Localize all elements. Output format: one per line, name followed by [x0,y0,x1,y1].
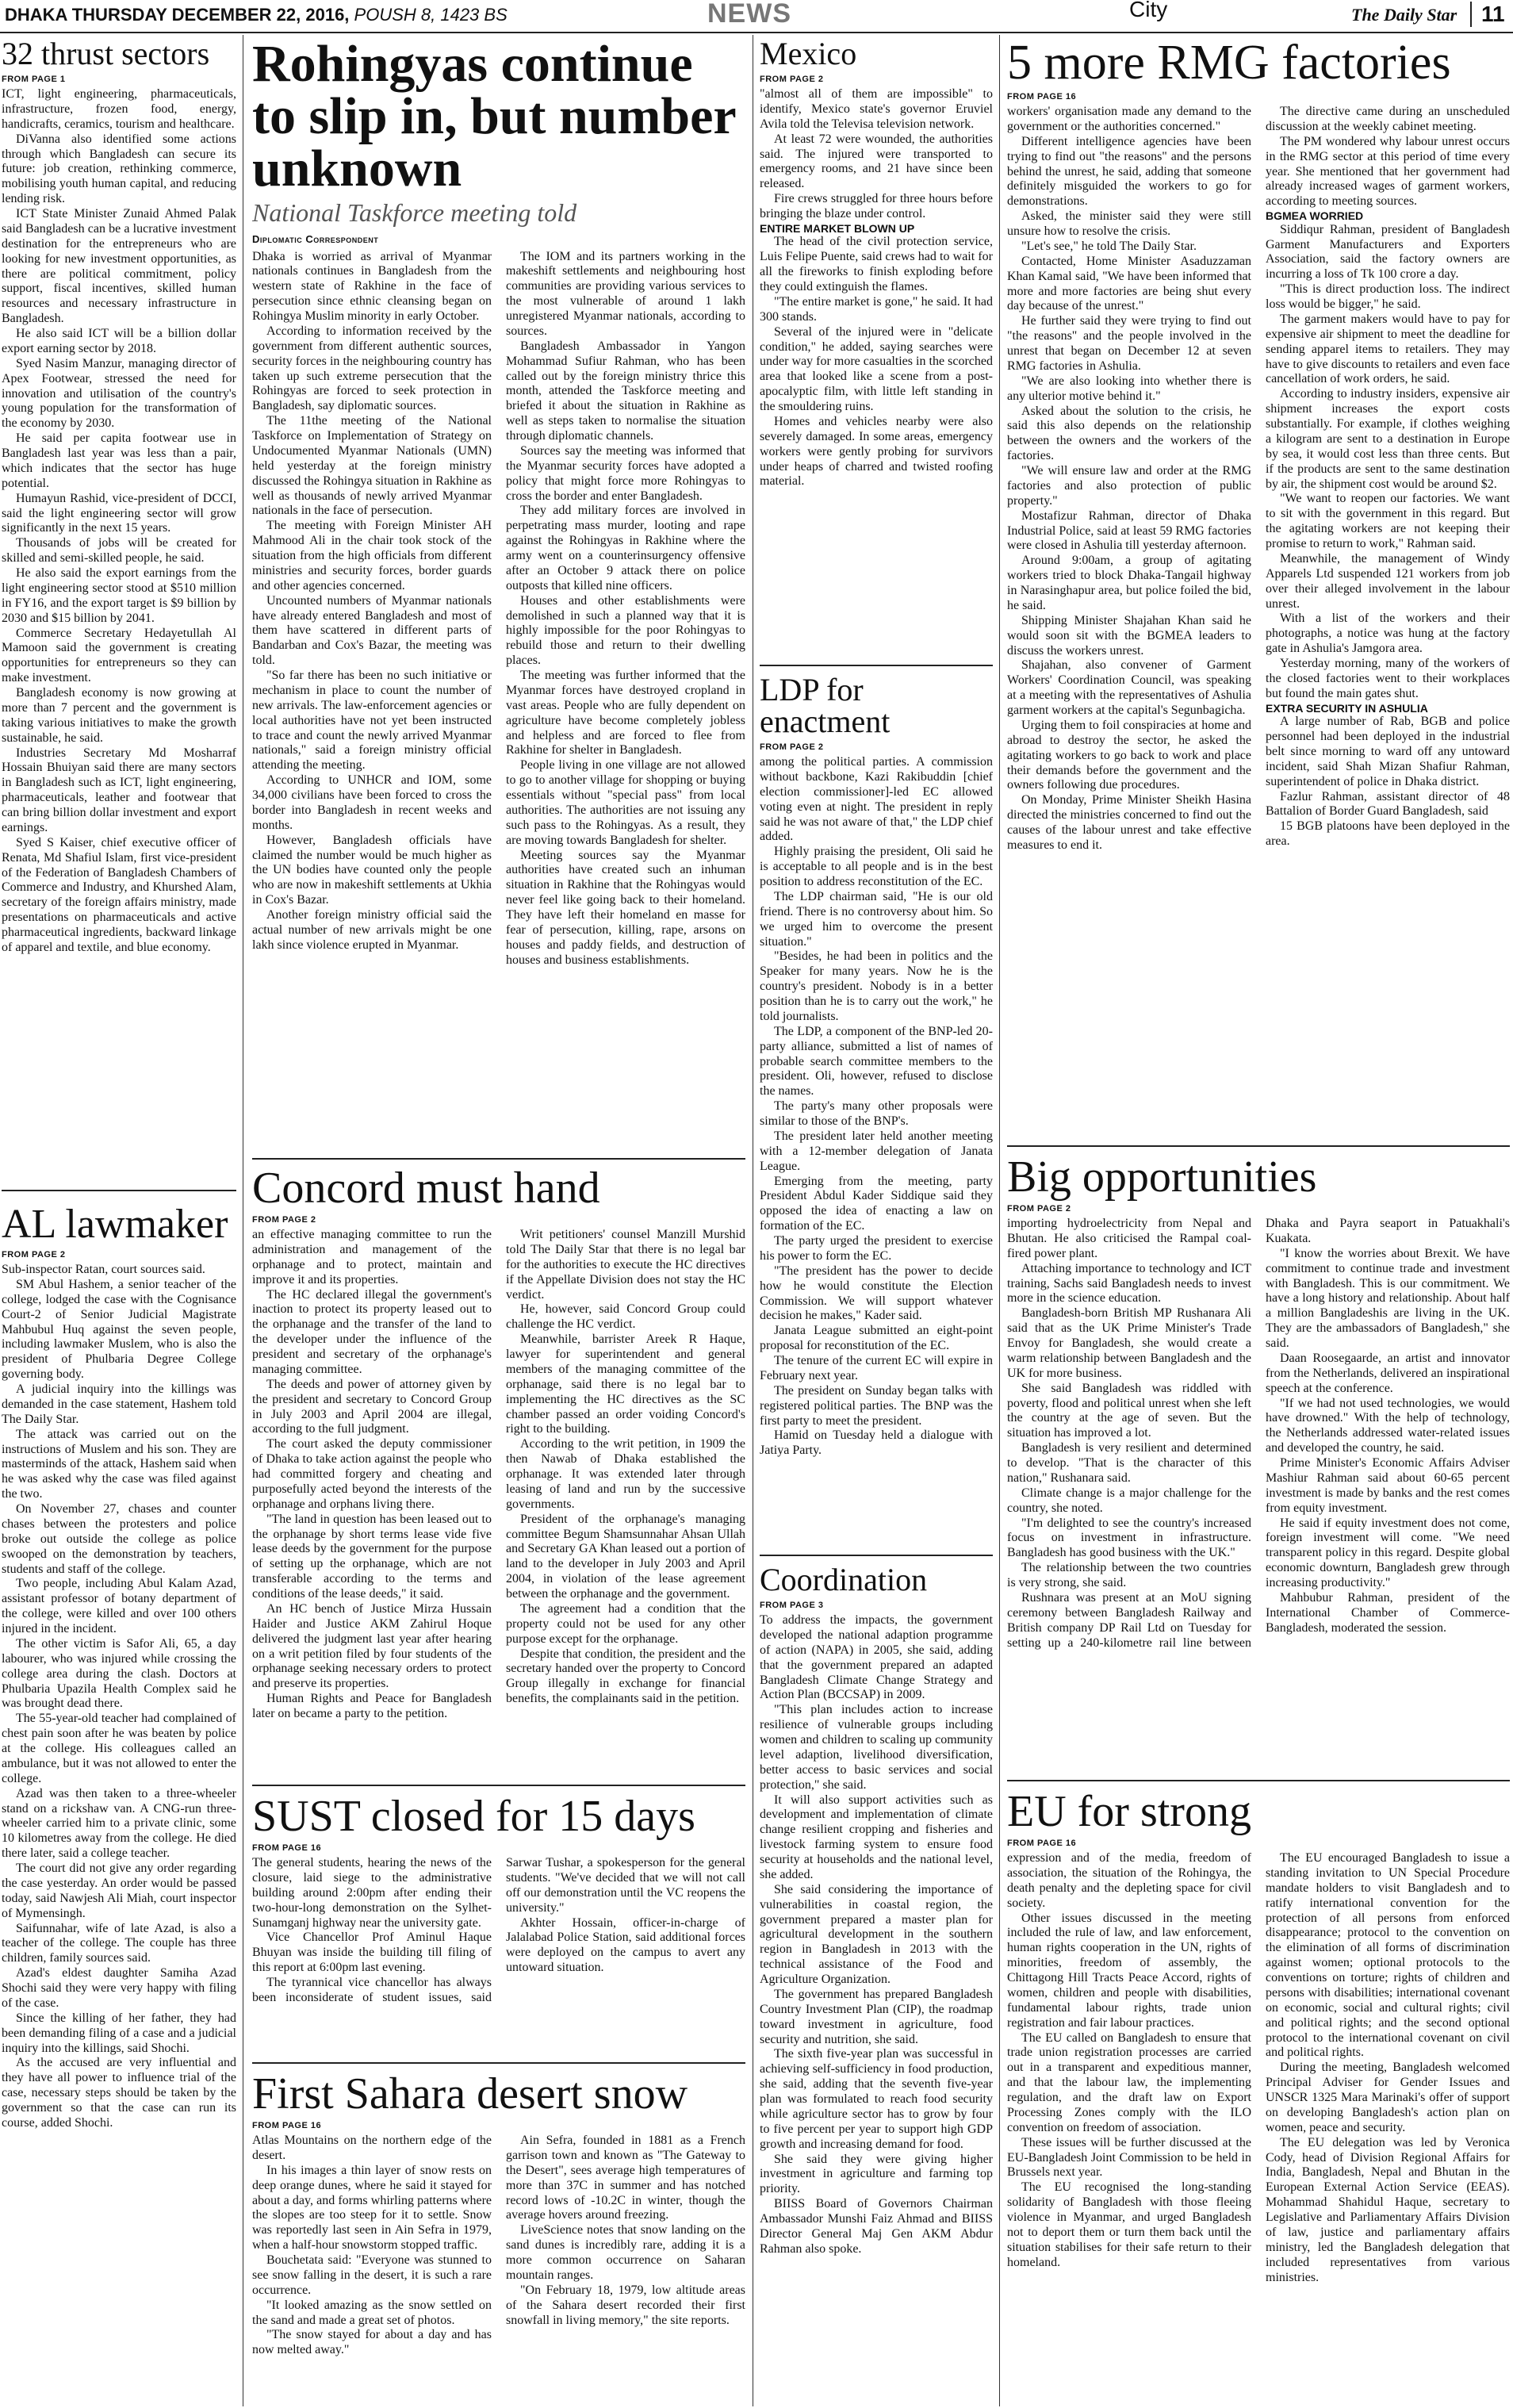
paragraph: Homes and vehicles nearby were also severely damaged. In some areas, emergency workers were gently probing for survivors under heaps of charred and twisted roofing material. [760,414,993,489]
paragraph: During the meeting, Bangladesh welcomed Principal Adviser for Gender Issues and UNSCR 1325 Mara Marinaki's offer of support on developing Bangladesh's action plan on women, peace and security. [1266,2061,1510,2134]
paragraph: Despite that condition, the president and the secretary handed over the property to Concord Group illegally in exchange for financial benefits, the complainants said in the petition. [506,1647,745,1706]
paragraph: Vice Chancellor Prof Aminul Haque Bhuyan was inside the building till filing of this report at 6:00pm last evening. [252,1931,492,1975]
headline: 32 thrust sectors [2,38,210,71]
paragraph: The tyrannical vice chancellor has always been inconsiderate of student issues, said Sarwar Tushar, a spokesperson for the general students. "We've decided that we will not call off our demonstration until the VC reopens the university." [252,1856,745,2004]
paragraph: ICT State Minister Zunaid Ahmed Palak said Bangladesh can be a lucrative investment destination for the entrepreneurs who are looking for new investment opportunities, as there are political commitment, policy support, fiscal incentives, skilled human resources and necessary infrastructure in Bangladesh. [2,207,236,326]
paragraph: Two people, including Abul Kalam Azad, assistant professor of botany department of the college, were killed and over 100 others injured in the incident. [2,1577,236,1635]
paragraph: Sub-inspector Ratan, court sources said. [2,1263,205,1276]
paragraph: Azad's eldest daughter Samiha Azad Shochi said they were very happy with filing of the case. [2,1966,236,2010]
paragraph: Azad was then taken to a three-wheeler stand on a rickshaw van. A CNG-run three-wheeler carried him to a private clinic, some 10 kilometres away from the college. He died there later, said a college teacher. [2,1786,236,1861]
paragraph: Rushnara was present at an MoU signing ceremony between Bangladesh Railway and British company DP Rail Ltd on Tuesday for setting up a 240-kilometre rail line between Dhaka and Payra seaport in Patuakhali's Kuakata. [1007,1217,1510,1650]
jump-label: FROM PAGE 1 [2,75,66,84]
paragraph: The 55-year-old teacher had complained of chest pain soon after he was beaten by police at the college. His colleagues called an ambulance, but it was not allowed to enter the college. [2,1712,236,1785]
paragraph: According to information received by the government from different authentic sources, security forces in the neighbouring country has taken up such extreme persecution that the Rohingyas are forced to seek protection in Bangladesh, say diplomatic sources. [252,324,492,413]
jump-label: FROM PAGE 16 [1007,92,1077,102]
paragraph: Fire crews struggled for three hours before bringing the blaze under control. [760,192,993,220]
paragraph: On November 27, chases and counter chases between the protesters and police broke out outside the college as police swooped on the demonstration by teachers, students and staff of the college. [2,1502,236,1576]
paragraph: Climate change is a major challenge for the country, she noted. [1007,1486,1251,1515]
article-body [760,1613,993,2257]
paragraph: The PM wondered why labour unrest occurs in the RMG sector at this period of time every year. She mentioned that her government had already increased wages of garment workers, according to meeting sources. [1266,134,1510,209]
paragraph: SM Abul Hashem, a senior teacher of the college, lodged the case with the Cognisance Court-2 of Senior Judicial Magistrate Mahbubul Huq against the seven people, including lawmaker Muslem, who is also the president of Phulbaria Degree College governing body. [2,1277,236,1382]
paragraph: Attaching importance to technology and ICT training, Sachs said Bangladesh needs to invest more in the science education. [1007,1261,1251,1306]
paragraph: However, Bangladesh officials have claimed the number would be much higher as the UN bodies have counted only the people who are now in makeshift settlements at Ukhia in Cox's Bazar. [252,833,492,907]
headline: SUST closed for 15 days [252,1794,695,1841]
article-body [2,1263,236,2131]
paragraph: According to industry insiders, expensive air shipment increases the export costs substantially. For example, if clothes weighing a kilogram are sent to a destination in Europe by sea, it would cost less than three cents. But if the products are sent to the same destination by air, the shipment cost would be around $2. [1266,387,1510,491]
paragraph: Urging them to foil conspiracies at home and abroad to destroy the sector, he asked the agitating workers to go back to work and place their demands before the government and the owners following due procedures. [1007,718,1251,792]
section-label: NEWS [707,0,791,29]
headline: LDP for enactment [760,674,891,739]
paragraph: Since the killing of her father, they had been demanding filing of a case and a judicial inquiry into the killings, said Shochi. [2,2011,236,2055]
jump-label: FROM PAGE 16 [252,2121,322,2130]
dateline: DHAKA THURSDAY DECEMBER 22, 2016, POUSH 8, 1423 BS [5,5,508,25]
paragraph: Hamid on Tuesday held a dialogue with Jatiya Party. [760,1428,993,1458]
paragraph: Shipping Minister Shajahan Khan said he would soon sit with the BGMEA leaders to discuss the workers unrest. [1007,613,1251,658]
paragraph: Several of the injured were in "delicate condition," he added, saying searches were under way for more casualties in the scorched area that looked like a scene from a post-apocalyptic film, with little left standing in the smouldering ruins. [760,324,993,414]
story-sahara [252,2072,745,2403]
headline: First Sahara desert snow [252,2072,688,2119]
paragraph: Syed Nasim Manzur, managing director of Apex Footwear, stressed the need for innovation and utilisation of the country's young population for the transformation of the economy by 2030. [2,356,236,431]
jump-label: FROM PAGE 16 [1007,1839,1077,1848]
story-rmg-factories [1007,38,1510,1147]
paragraph: "The president has the power to decide how he would constitute the Election Commission. We will support whatever decision he makes," Kader said. [760,1263,993,1323]
paragraph: Ain Sefra, founded in 1881 as a French garrison town and known as "The Gateway to the Desert", sees average high temperatures of more than 37C in summer and has notched record lows of -10.2C in winter, though the average hovers around freezing. [506,2134,745,2222]
paragraph: She said they were giving higher investment in agriculture and farming top priority. [760,2152,993,2196]
paragraph: importing hydroelectricity from Nepal and Bhutan. He also criticised the Rampal coal-fired power plant. [1007,1217,1251,1260]
paragraph: Bouchetata said: "Everyone was stunned to see snow falling in the desert, it is such a rare occurrence. [252,2253,492,2297]
bangla-date: POUSH 8, 1423 BS [354,5,508,25]
jump-label: FROM PAGE 16 [252,1843,322,1853]
paragraph: Thousands of jobs will be created for skilled and semi-skilled people, he said. [2,536,236,566]
headline: Big opportunities [1007,1155,1317,1202]
paragraph: LiveScience notes that snow landing on the sand dunes is incredibly rare, adding it is a more common occurrence on Saharan mountain ranges. [506,2223,745,2282]
paragraph: "So far there has been no such initiative or mechanism in place to count the number of new arrivals. The law-enforcement agencies or local authorities have not yet been instructed to trace and count the newly arrived Myanmar nationals," said a foreign ministry official attending the meeting. [252,669,492,773]
article-body [252,1856,745,2006]
paragraph: The meeting with Foreign Minister AH Mahmood Ali in the chair took stock of the situation from the high officials from different ministries and security forces, border guards and other agencies concerned. [252,519,492,592]
paragraph: Sources say the meeting was informed that the Myanmar security forces have adopted a policy that might force more Rohingyas to cross the border and enter Bangladesh. [506,443,745,503]
paragraph: workers' organisation made any demand to the government or the authorities concerned." [1007,105,1251,133]
paragraph: The relationship between the two countries is very strong, she said. [1007,1561,1251,1589]
paragraph: "This is direct production loss. The indirect loss would be bigger," he said. [1266,282,1510,312]
paragraph: The deeds and power of attorney given by the president and secretary to Concord Group in July 2003 and April 2004 are illegal, according to the full judgment. [252,1377,492,1436]
paragraph: The court asked the deputy commissioner of Dhaka to take action against the people who had committed forgery and cheating and purposefully acted beyond the interests of the orphanage and orphans living there. [252,1437,492,1511]
paragraph: The court did not give any order regarding the case yesterday. An order would be passed today, said Nawjesh Ali Miah, court inspector of Mymensingh. [2,1862,236,1920]
paragraph: "We want to reopen our factories. We want to sit with the government in this regard. But the agitating workers are not keeping their promise to return to work," Rahman said. [1266,492,1510,551]
paragraph: The directive came during an unscheduled discussion at the weekly cabinet meeting. [1266,105,1510,133]
paragraph: In his images a thin layer of snow rests on deep orange dunes, where he said it stayed for about a day, and forms whirling patterns where the slopes are too steep for it to settle. Snow was reportedly last seen in Ain Sefra in 1979, when a half-hour snowstorm stopped traffic. [252,2163,492,2253]
jump-label: FROM PAGE 2 [760,75,824,84]
story-big-opportunities [1007,1155,1510,1781]
paragraph: DiVanna also identified some actions through which Bangladesh can secure its future: job creation, rethinking commerce, mobilising youth human capital, and reducing lending risk. [2,132,236,206]
paragraph: She said considering the importance of vulnerabilities in coastal region, the government prepared a master plan for agricultural development in the southern region in Bangladesh in 2013 with the technical assistance of the Food and Agriculture Organization. [760,1882,993,1986]
column-rule [999,35,1000,2406]
paragraph: The attack was carried out on the instructions of Muslem and his son. They are masterminds of the attack, Hashem said when he was asked why the case was filed against the two. [2,1427,236,1501]
paragraph: Bangladesh Ambassador in Yangon Mohammad Sufiur Rahman, who has been called out by the foreign ministry thrice this month, attended the Taskforce meeting and briefed it about the situation in Rakhine as well as steps taken to normalise the situation through diplomatic channels. [506,339,745,443]
paragraph: A large number of Rab, BGB and police personnel had been deployed in the industrial belt since morning to ward off any untoward incident, said Shah Mizan Shafiur Rahman, superintendent of police in Dhaka district. [1266,715,1510,788]
paragraph: Uncounted numbers of Myanmar nationals have already entered Bangladesh and most of them have scattered in different parts of Bandarban and Cox's Bazar, the meeting was told. [252,593,492,668]
paragraph: These issues will be further discussed at the EU-Bangladesh Joint Commission to be held in Brussels next year. [1007,2135,1251,2180]
subsection-heading: EXTRA SECURITY IN ASHULIA [1266,701,1428,715]
paragraph: According to the writ petition, in 1909 the then Nawab of Dhaka established the orphanage. It was extended later through leasing of land and run by the successive governments. [506,1437,745,1511]
headline: 5 more RMG factories [1007,38,1451,90]
paragraph: "I know the worries about Brexit. We have commitment to continue trade and investment with Bangladesh. This is our commitment. We have a long history and relationship. About half a million Bangladeshis are living in the UK. They are the ambassadors of Bangladesh," she said. [1266,1246,1510,1350]
article-body [252,250,745,968]
paragraph: The garment makers would have to pay for expensive air shipment to meet the deadline for sending apparel items to retailers. They may have to give discounts to retailers and even face cancellation of work orders, he said. [1266,312,1510,386]
paragraph: "The snow stayed for about a day and has now melted away." [252,2328,492,2357]
paragraph: The president on Sunday began talks with registered political parties. The BNP was the first party to meet the president. [760,1383,993,1428]
paragraph: "Besides, he had been in politics and the Speaker for many years. Now he is the country's president. Nobody is in a better position than he is to carry out the work," he told journalists. [760,949,993,1023]
paragraph: Another foreign ministry official said the actual number of new arrivals might be one lakh since violence erupted in Myanmar. [252,908,492,952]
paragraph: The IOM and its partners working in the makeshift settlements and neighbouring host communities are providing various services to the most vulnerable of around 1 lakh unregistered Myanmar nationals, according to sources. [506,249,745,338]
subsection-heading: BGMEA WORRIED [1266,209,1364,223]
paragraph: As the accused are very influential and they have all power to influence trial of the case, necessary steps should be taken by the government so that the case can run its course, added Shochi. [2,2056,236,2130]
paragraph: She said Bangladesh was riddled with poverty, flood and political unrest when she left the country at the age of seven. But the situation has improved a lot. [1007,1381,1251,1440]
paragraph: Human Rights and Peace for Bangladesh later on became a party to the petition. [252,1692,492,1720]
paragraph: Fazlur Rahman, assistant director of 48 Battalion of Border Guard Bangladesh, said [1266,789,1510,819]
paragraph: The other victim is Safor Ali, 65, a day labourer, who was injured while crossing the college area during the clash. Doctors at Phulbaria Upazila Health Complex said he was brought dead there. [2,1636,236,1711]
paragraph: The EU called on Bangladesh to ensure that trade union registration processes are carried out in a transparent and expeditious manner, and that the labour law, the implementing regulation, and the draft law on Export Processing Zones comply with the ILO convention on freedom of association. [1007,2030,1251,2134]
paragraph: Asked, the minister said they were still unsure how to resolve the crisis. [1007,209,1251,238]
page-number: 11 [1470,2,1505,27]
paragraph: Yesterday morning, many of the workers of the closed factories went to their workplaces but found the main gates shut. [1266,657,1510,700]
headline: Rohingyas continue to slip in, but number unknown [252,38,736,197]
paragraph: Siddiqur Rahman, president of Bangladesh Garment Manufacturers and Exporters Association, said the factory owners are incurring a loss of Tk 100 crore a day. [1266,222,1510,282]
paragraph: Dhaka is worried as arrival of Myanmar nationals continues in Bangladesh from the western state of Rakhine in the face of persecution since ethnic cleansing began on Rohingya Muslim minority in early October. [252,249,492,324]
paragraph: Commerce Secretary Hedayetullah Al Mamoon said the government is creating opportunities for entrepreneurs so they can make investment. [2,626,236,685]
jump-label: FROM PAGE 2 [252,1215,316,1225]
paragraph: He further said they were trying to find out "the reasons" and the people involved in the unrest that began on December 12 at seven RMG factories in Ashulia. [1007,314,1251,373]
article-body [760,755,993,1459]
story-concord [252,1166,745,1786]
paragraph: Akhter Hossain, officer-in-charge of Jalalabad Police Station, said additional forces were deployed on the campus to avert any untoward situation. [506,1915,745,1975]
paragraph: Bangladesh economy is now growing at more than 7 percent and the government is taking various initiatives to make the growth sustainable, he said. [2,686,236,745]
paragraph: Industries Secretary Md Mosharraf Hossain Bhuiyan said there are many sectors in Bangladesh such as ICT, light engineering, pharmaceuticals, leather and footwear that can bring billion dollar investment and export earnings. [2,746,236,834]
paragraph: A judicial inquiry into the killings was demanded in the case statement, Hashem told The Daily Star. [2,1382,236,1426]
paragraph: "On February 18, 1979, low altitude areas of the Sahara desert recorded their first snowfall in living memory," the site reports. [506,2283,745,2327]
article-body [2,87,236,956]
paragraph: "It looked amazing as the snow settled on the sand and made a great set of photos. [252,2298,492,2327]
paragraph: Syed S Kaiser, chief executive officer of Renata, Md Shafiul Islam, first vice-president of the Federation of Bangladesh Chambers of Commerce and Industry, and Khurshed Alam, secretary of the foreign affairs ministry, made presentations on pharmaceuticals and active pharmaceutical ingredients, backward linkage of apparel and textile, and blue economy. [2,835,236,954]
story-sust [252,1794,745,2064]
subhead: National Taskforce meeting told [252,198,577,227]
paragraph: Saifunnahar, wife of late Azad, is also a teacher of the college. The couple has three children, family sources said. [2,1921,236,1965]
paragraph: According to UNHCR and IOM, some 34,000 civilians have been forced to cross the border into Bangladesh in recent weeks and months. [252,773,492,832]
paragraph: The HC declared illegal the government's inaction to protect its property leased out to the orphanage and the transfer of the land to the developer under the influence of the president and secretary of the orphanage's managing committee. [252,1287,492,1376]
paragraph: Shajahan, also convener of Garment Workers' Coordination Council, was speaking at a meeting with the representatives of Ashulia garment workers at the capital's Segunbagicha. [1007,658,1251,717]
paragraph: "almost all of them are impossible" to identify, Mexico state's governor Eruviel Avila told the Televisa television network. [760,87,993,131]
paragraph: BIISS Board of Governors Chairman Ambassador Munshi Faiz Ahmad and BIISS Director General Maj Gen AKM Abdur Rahman also spoke. [760,2197,993,2256]
paragraph: People living in one village are not allowed to go to another village for shopping or buying essentials without "special pass" from local authorities. The authorities are not issuing any such pass to the Rohingyas. As a result, they are moving towards Bangladesh for shelter. [506,758,745,847]
paragraph: Asked about the solution to the crisis, he said this also depends on the relationship between the owners and the workers of the factories. [1007,404,1251,463]
paragraph: He said if equity investment does not come, foreign investment will come. "We need transparent policy in this regard. Despite global economic downturn, Bangladesh grew through increasing productivity." [1266,1516,1510,1589]
jump-label: FROM PAGE 2 [2,1250,66,1260]
paragraph: "We will ensure law and order at the RMG factories and also protection of public property." [1007,464,1251,508]
paragraph: Meanwhile, the management of Windy Apparels Ltd suspended 121 workers from job over their alleged involvement in the labour unrest. [1266,551,1510,611]
headline: Concord must hand [252,1166,600,1213]
article-body [252,2134,745,2358]
subsection-heading: ENTIRE MARKET BLOWN UP [760,221,915,235]
paragraph: He said per capita footwear use in Bangladesh last year was less than a pair, which indicates that the sector has huge potential. [2,431,236,490]
paragraph: On Monday, Prime Minister Sheikh Hasina directed the ministries concerned to find out the causes of the labour unrest and take effective measures to end it. [1007,793,1251,852]
paragraph: The sixth five-year plan was successful in achieving self-sufficiency in food production, she said, adding that the seventh five-year plan was formulated to reach food security while agriculture sector has to grow by four to five percent per year to support high GDP growth and increasing demand for food. [760,2047,993,2151]
paragraph: The EU recognised the long-standing solidarity of Bangladesh with those fleeing violence in Myanmar, and urged Bangladesh not to deport them or turn them back until the situation stabilises for their safe return to their homeland. [1007,2180,1251,2269]
paragraph: Emerging from the meeting, party President Abdul Kader Siddique said they opposed the idea of enacting a law on formation of the EC. [760,1174,993,1233]
paragraph: He, however, said Concord Group could challenge the HC verdict. [506,1302,745,1332]
paragraph: Bangladesh-born British MP Rushanara Ali said that as the UK Prime Minister's Trade Envoy for Bangladesh, she would create a warm relationship between Bangladesh and the UK for more business. [1007,1306,1251,1380]
paragraph: The agreement had a condition that the property could not be used for any other purpose except for the orphanage. [506,1601,745,1646]
paragraph: Humayun Rashid, vice-president of DCCI, said the light engineering sector will grow significantly in the next 15 years. [2,491,236,535]
paragraph: The government has prepared Bangladesh Country Investment Plan (CIP), the roadmap toward investment in agriculture, food security and nutrition, she said. [760,1987,993,2046]
paper-name: The Daily Star [1351,5,1457,25]
paragraph: The party's many other proposals were similar to those of the BNP's. [760,1099,993,1128]
article-body [1007,1217,1510,1651]
article-body [1007,105,1510,853]
article-body [760,87,993,489]
paragraph: The LDP chairman said, "He is our old friend. There is no controversy about him. So we urged him to overcome the present situation." [760,889,993,949]
paragraph: It will also support activities such as development and implementation of climate change resilient cropping and fisheries and livestock farming system to ensure food security at households and the national level, she added. [760,1793,993,1881]
paragraph: Highly praising the president, Oli said he is acceptable to all people and is in the best position to address reconstitution of the EC. [760,845,993,888]
paragraph: The 11the meeting of the National Taskforce on Implementation of Strategy on Undocumented Myanmar Nationals (UMN) held yesterday at the foreign ministry discussed the Rohingya situation in Rakhine as well as thousands of newly arrived Myanmar nationals in the face of persecution. [252,414,492,518]
paragraph: Meeting sources say the Myanmar authorities have created such an inhuman situation in Rakhine that the Rohingyas would never feel like going back to their homeland. They have left their homeland en masse for fear of persecution, killing, rape, arsons on houses and paddy fields, and destruction of houses and business establishments. [506,848,745,967]
sub-section-label: City [1129,0,1168,21]
headline: EU for strong [1007,1789,1251,1836]
paragraph: President of the orphanage's managing committee Begum Shamsunnahar Ahsan Ullah and Secretary GA Khan leased out a portion of land to the developer in July 2003 and April 2004, in violation of the lease agreement between the orphanage and the government. [506,1512,745,1601]
story-thrust-sectors [2,38,236,1191]
paragraph: an effective managing committee to run the administration and management of the orphanage and to protect, maintain and improve it and its properties. [252,1228,492,1286]
paragraph: Bangladesh is very resilient and determined to develop. "That is the character of this nation," Rushanara said. [1007,1441,1251,1485]
paragraph: He also said ICT will be a billion dollar export earning sector by 2018. [2,327,236,355]
story-eu [1007,1789,1510,2403]
paragraph: The party urged the president to exercise his power to form the EC. [760,1234,993,1263]
paragraph: Daan Roosegaarde, an artist and innovator from the Netherlands, delivered an inspirational speech at the conference. [1266,1351,1510,1395]
paragraph: Mostafizur Rahman, director of Dhaka Industrial Police, said at least 59 RMG factories were closed in Ashulia till yesterday afternoon. [1007,508,1251,553]
article-body [1007,1851,1510,2285]
paragraph: Atlas Mountains on the northern edge of the desert. [252,2134,492,2162]
paragraph: Janata League submitted an eight-point proposal for reconstitution of the EC. [760,1324,993,1353]
headline: AL lawmaker [2,1204,228,1247]
paragraph: Mahbubur Rahman, president of the International Chamber of Commerce-Bangladesh, moderated the session. [1266,1590,1510,1635]
headline: Mexico [760,38,857,71]
jump-label: FROM PAGE 2 [1007,1204,1071,1214]
story-al-lawmaker [2,1204,236,2403]
story-rohingya [252,38,745,1160]
paragraph: The tenure of the current EC will expire in February next year. [760,1354,993,1382]
paragraph: "Let's see," he told The Daily Star. [1021,239,1197,253]
paragraph: The general students, hearing the news of the closure, laid siege to the administrative building around 2:00pm after ending their two-hour-long demonstration on the Sylhet-Sunamganj highway near the university gate. [252,1856,492,1930]
paragraph: The president later held another meeting with a 12-member delegation of Janata League. [760,1129,993,1173]
paragraph: 15 BGB platoons have been deployed in the area. [1266,819,1510,849]
paragraph: The meeting was further informed that the Myanmar forces have destroyed cropland in vast areas. People who are fully dependent on agriculture have become completely jobless and helpless and are forced to flee from Rakhine for shelter in Bangladesh. [506,669,745,757]
page-header [0,0,1513,33]
story-ldp [760,674,993,1556]
story-mexico [760,38,993,666]
jump-label: FROM PAGE 2 [760,742,824,752]
paragraph: Prime Minister's Economic Affairs Adviser Mashiur Rahman said about 60-65 percent investment is made by banks and the rest comes from equity investment. [1266,1456,1510,1515]
paragraph: Meanwhile, barrister Areek R Haque, lawyer for superintendent and general members of the managing committee of the orphanage, said there is no legal bar to implementing the HC directives as the SC chamber passed an order voiding Concord's right to the building. [506,1332,745,1436]
paragraph: The EU encouraged Bangladesh to issue a standing invitation to UN Special Procedure mandate holders to visit Bangladesh and to ratify international convention for the protection of all persons from enforced disappearance; protocol to the convention on the elimination of all forms of discrimination against women; optional protocols to the conventions on torture; rights of children and persons with disabilities; international covenant on economic, social and cultural rights; civil and political rights; and the second optional protocol to the international covenant on civil and political rights. [1266,1851,1510,2060]
paragraph: The head of the civil protection service, Luis Felipe Puente, said crews had to wait for all the fireworks to finish exploding before they could extinguish the flames. [760,235,993,294]
paragraph: They add military forces are involved in perpetrating mass murder, looting and rape against the Rohingyas in Rakhine where the army went on a counterinsurgency offensive after an October 9 attack there on police outposts that killed nine officers. [506,504,745,592]
paragraph: An HC bench of Justice Mirza Hussain Haider and Justice AKM Zahirul Hoque delivered the judgment last year after hearing on a writ petition filed by four students of the orphanage seeking necessary orders to protect and preserve its properties. [252,1601,492,1691]
paragraph: "The land in question has been leased out to the orphanage by short terms lease vide five lease deeds by the government for the purpose of setting up the orphanage, which are not transferable according to the terms and conditions of the lease deeds," it said. [252,1512,492,1601]
article-body [252,1228,745,1722]
paragraph: Around 9:00am, a group of agitating workers tried to block Dhaka-Tangail highway in Narasinghapur area, but police foiled the bid, he said. [1007,554,1251,612]
story-coordination [760,1564,993,2403]
paragraph: Houses and other establishments were demolished in such a planned way that it is highly impossible for the poor Rohingyas to rebuild those and return to their dwelling places. [506,593,745,668]
paragraph: The LDP, a component of the BNP-led 20-party alliance, submitted a list of names of probable search committee members to the president. Oli, however, refused to disclose the names. [760,1024,993,1099]
byline: Diplomatic Correspondent [252,232,379,245]
paragraph: among the political parties. A commission without backbone, Kazi Rakibuddin [chief election commissioner]-led EC allowed voting even at night. The president in reply said he was not aware of that," the LDP chief added. [760,755,993,844]
paragraph: ICT, light engineering, pharmaceuticals, infrastructure, frozen food, energy, handicrafts, ceramics, tourism and healthcare. [2,87,236,131]
paragraph: He also said the export earnings from the light engineering sector stood at $510 million in FY16, and the export target is $9 billion by 2030 and $15 billion by 2041. [2,566,236,625]
paragraph: Other issues discussed in the meeting included the rule of law, and law enforcement, human rights cooperation in the UN, rights of minorities, freedom of assembly, the Chittagong Hill Tracts Peace Accord, rights of women, children and people with disabilities, fundamental labour rights, trade union registration and fair labour practices. [1007,1911,1251,2030]
jump-label: FROM PAGE 3 [760,1601,824,1610]
paragraph: "I'm delighted to see the country's increased focus on investment in infrastructure. Bangladesh has good business with the UK." [1007,1516,1251,1560]
paragraph: Different intelligence agencies have been trying to find out "the reasons" and the persons behind the unrest, he said, adding that someone definitely misguided the workers to go for demonstrations. [1007,134,1251,209]
paragraph: Writ petitioners' counsel Manzill Murshid told The Daily Star that there is no legal bar for the authorities to execute the HC directives if the Appellate Division does not stay the HC verdict. [506,1228,745,1302]
paragraph: With a list of the workers and their photographs, a notice was hung at the factory gate in Ashulia's Jamgora area. [1266,612,1510,656]
headline: Coordination [760,1564,928,1597]
paragraph: The EU delegation was led by Veronica Cody, head of Division Regional Affairs for India, Bangladesh, Nepal and Bhutan in the European External Action Service (EEAS). Mohammad Shahidul Haque, secretary to Legislative and Parliamentary Affairs Division of law, justice and parliamentary affairs ministry, led the Bangladesh delegation that included representatives from various ministries. [1266,2135,1510,2284]
paragraph: Contacted, Home Minister Asaduzzaman Khan Kamal said, "We have been informed that more and more factories are being shut every day because of the unrest." [1007,254,1251,313]
paragraph: "This plan includes action to increase resilience of vulnerable groups including women and children to scaling up community level adaption, livelihood diversification, better access to basic services and social protection," she said. [760,1703,993,1792]
paragraph: expression and of the media, freedom of association, the situation of the Rohingya, the death penalty and the depleting space for civil society. [1007,1851,1251,1910]
paragraph: "We are also looking into whether there is any ulterior motive behind it." [1007,374,1251,403]
paragraph: At least 72 were wounded, the authorities said. The injured were transported to emergency rooms, and 21 have since been released. [760,132,993,191]
paragraph: To address the impacts, the government developed the national adaption programme of action (NAPA) in 2005, she said, adding that the government prepared an adapted Bangladesh Climate Change Strategy and Action Plan (BCCSAP) in 2009. [760,1613,993,1702]
paragraph: "The entire market is gone," he said. It had 300 stands. [760,294,993,324]
paragraph: "If we had not used technologies, we would have drowned." With the help of technology, the Netherlands addressed water-related issues and developed the country, he said. [1266,1396,1510,1455]
